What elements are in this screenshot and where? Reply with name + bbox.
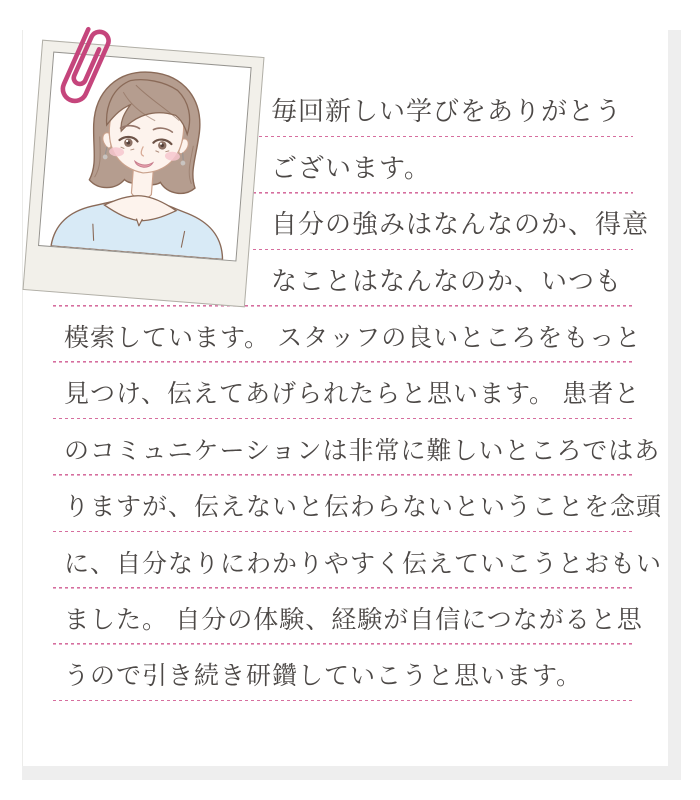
paperclip-icon <box>50 14 114 122</box>
testimonial-line: 模索しています。 スタッフの良いところをもっと <box>53 307 633 363</box>
testimonial-line: 毎回新しい学びをありがとう <box>253 81 633 137</box>
testimonial-line: うので引き続き研鑽していこうと思います。 <box>53 645 633 701</box>
testimonial-line: ございます。 <box>253 137 633 193</box>
testimonial-line: 見つけ、伝えてあげられたらと思います。 患者と <box>53 363 633 419</box>
testimonial-line: のコミュニケーションは非常に難しいところではあ <box>53 419 633 475</box>
card-right-edge <box>668 30 681 780</box>
testimonial-line: ました。 自分の体験、経験が自信につながると思 <box>53 589 633 645</box>
card-left-border <box>22 30 23 766</box>
testimonial-line: りますが、伝えないと伝わらないということを念頭 <box>53 476 633 532</box>
card-bottom-edge <box>22 766 681 780</box>
testimonial-line: に、自分なりにわかりやすく伝えていこうとおもい <box>53 532 633 588</box>
testimonial-line: なことはなんなのか、いつも <box>53 250 633 306</box>
testimonial-line: 自分の強みはなんなのか、得意 <box>253 194 633 250</box>
